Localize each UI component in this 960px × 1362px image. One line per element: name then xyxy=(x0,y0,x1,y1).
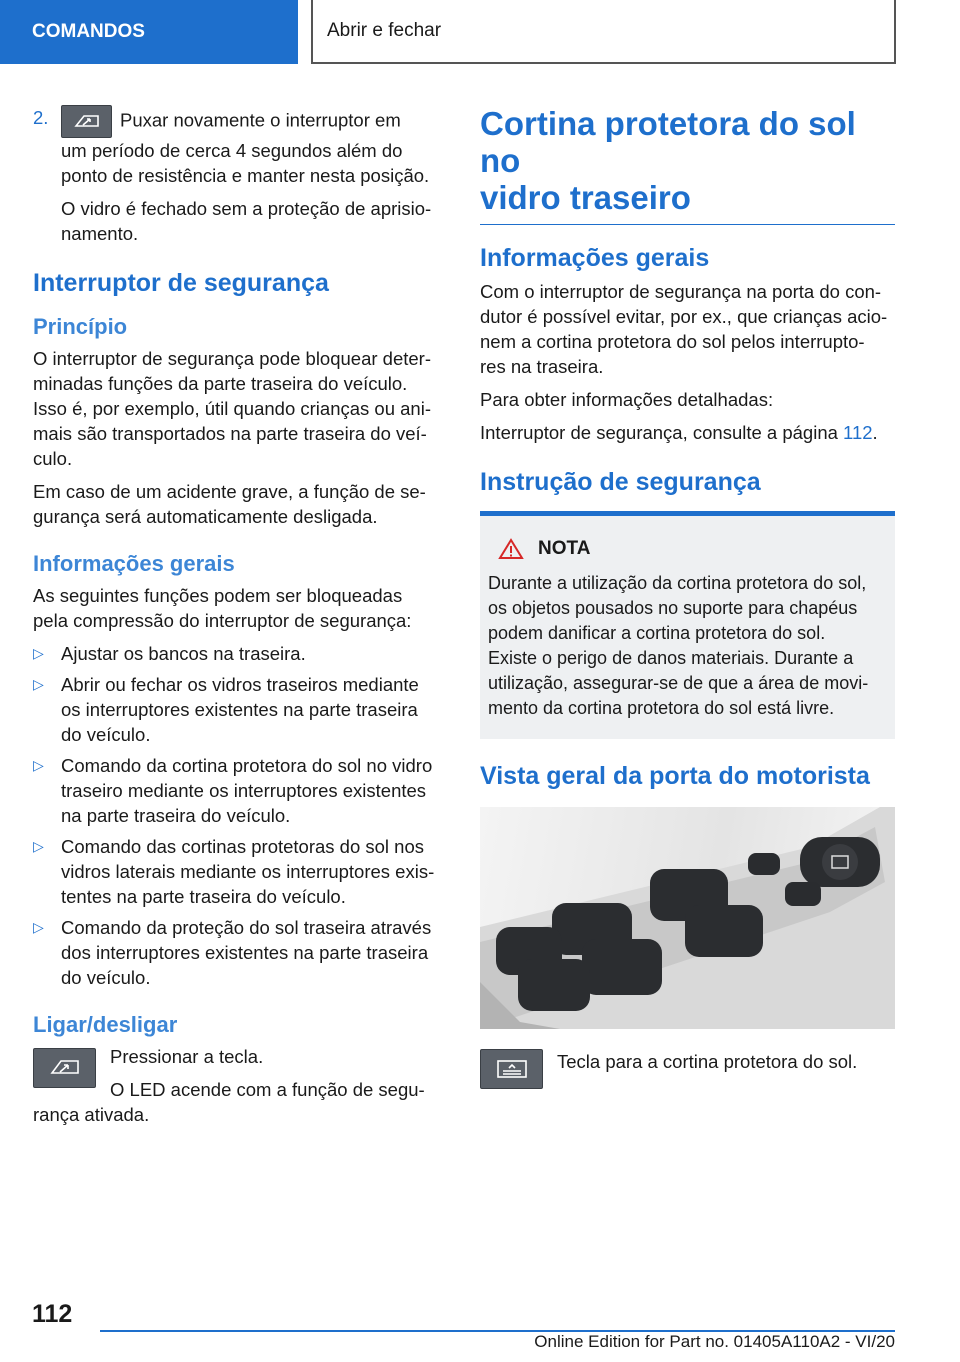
on-off-led: O LED acende com a função de segu- xyxy=(110,1079,425,1100)
general-paragraph-right xyxy=(480,279,895,379)
notice-line: os objetos pousados no suporte para chapéus xyxy=(488,598,858,618)
step-number: 2. xyxy=(33,107,49,128)
heading-safety-instruction: Instrução de segurança xyxy=(480,468,761,496)
step-2-note-line2: namento. xyxy=(61,223,139,244)
list-item xyxy=(33,641,445,666)
triangle-bullet-icon: ▷ xyxy=(33,757,44,773)
principle-line: mais são transportados na parte traseira do veí- xyxy=(33,423,427,444)
accident-line: gurança será automaticamente desligada. xyxy=(33,506,378,527)
step-2-note xyxy=(61,196,445,246)
page-reference-link[interactable]: 112 xyxy=(843,422,873,443)
triangle-bullet-icon: ▷ xyxy=(33,919,44,935)
notice-box xyxy=(480,511,895,739)
principle-line: O interruptor de segurança pode bloquear deter- xyxy=(33,348,432,369)
door-panel-illustration xyxy=(480,807,895,1029)
on-off-row xyxy=(33,1044,445,1102)
list-item-line: Ajustar os bancos na traseira. xyxy=(61,643,306,664)
reference-text: Interruptor de segurança, consulte a página xyxy=(480,422,838,443)
window-switch-icon xyxy=(61,105,112,138)
details-label: Para obter informações detalhadas: xyxy=(480,389,774,410)
triangle-bullet-icon: ▷ xyxy=(33,838,44,854)
list-item xyxy=(33,672,445,747)
general-line: dutor é possível evitar, por ex., que crianças acio- xyxy=(480,306,888,327)
step-2-note-line1: O vidro é fechado sem a proteção de aprisio- xyxy=(61,198,432,219)
list-item xyxy=(33,753,445,828)
general-line: pela compressão do interruptor de segurança: xyxy=(33,610,412,631)
notice-label: NOTA xyxy=(538,538,591,559)
notice-line: podem danificar a cortina protetora do sol. xyxy=(488,623,826,643)
page-reference xyxy=(480,420,895,445)
notice-text xyxy=(488,571,887,721)
section-label: COMANDOS xyxy=(32,21,145,42)
list-item-line: tentes na parte traseira do veículo. xyxy=(61,886,346,907)
left-column xyxy=(33,105,445,1135)
triangle-bullet-icon: ▷ xyxy=(33,645,44,661)
list-item-line: Comando da proteção do sol traseira através xyxy=(61,917,432,938)
notice-header xyxy=(498,536,887,561)
notice-line: mento da cortina protetora do sol está livre. xyxy=(488,698,835,718)
on-off-led-cont: rança ativada. xyxy=(33,1104,150,1125)
heading-driver-door-overview: Vista geral da porta do motorista xyxy=(480,762,870,790)
principle-paragraph xyxy=(33,346,445,471)
heading-general-info-right: Informações gerais xyxy=(480,244,710,272)
general-line: res na traseira. xyxy=(480,356,604,377)
heading-safety-switch: Interruptor de segurança xyxy=(33,269,329,297)
heading-line: vidro traseiro xyxy=(480,179,691,216)
principle-line: minadas funções da parte traseira do veículo. xyxy=(33,373,408,394)
notice-line: Durante a utilização da cortina protetora do sol, xyxy=(488,573,867,593)
list-item-line: os interruptores existentes na parte traseira xyxy=(61,699,418,720)
chapter-title xyxy=(311,0,896,64)
right-column xyxy=(480,105,895,1089)
list-item-line: dos interruptores existentes na parte traseira xyxy=(61,942,429,963)
window-switch-icon xyxy=(33,1048,96,1088)
step-2-line2: um período de cerca 4 segundos além do xyxy=(61,140,403,161)
notice-line: utilização, assegurar-se de que a área de movi- xyxy=(488,673,869,693)
general-line: As seguintes funções podem ser bloqueadas xyxy=(33,585,403,606)
footer-edition: Online Edition for Part no. 01405A110A2 - VI/20 xyxy=(534,1332,895,1351)
list-item xyxy=(33,915,445,990)
list-item-line: traseiro mediante os interruptores existentes xyxy=(61,780,427,801)
accident-paragraph xyxy=(33,479,445,529)
on-off-text xyxy=(110,1044,425,1102)
step-2-line3: ponto de resistência e manter nesta posição. xyxy=(61,165,430,186)
general-line: Com o interruptor de segurança na porta do con- xyxy=(480,281,882,302)
on-off-press: Pressionar a tecla. xyxy=(110,1046,264,1067)
sunshade-icon xyxy=(480,1049,543,1089)
sunshade-key-row xyxy=(480,1049,895,1089)
triangle-bullet-icon: ▷ xyxy=(33,676,44,692)
heading-line: Cortina protetora do sol no xyxy=(480,105,856,179)
warning-icon xyxy=(498,538,524,560)
list-item xyxy=(33,834,445,909)
heading-general-info: Informações gerais xyxy=(33,551,235,576)
reference-period: . xyxy=(872,422,878,443)
heading-on-off: Ligar/desligar xyxy=(33,1012,178,1037)
section-tab xyxy=(0,0,298,64)
step-2-line1: Puxar novamente o interruptor em xyxy=(120,109,401,131)
heading-principle: Princípio xyxy=(33,314,128,339)
list-item-line: Comando das cortinas protetoras do sol nos xyxy=(61,836,425,857)
heading-rear-sunshade xyxy=(480,105,895,225)
sunshade-key-caption: Tecla para a cortina protetora do sol. xyxy=(557,1051,858,1072)
blocked-functions-list xyxy=(33,641,445,990)
principle-line: culo. xyxy=(33,448,73,469)
principle-line: Isso é, por exemplo, útil quando crianças ou ani- xyxy=(33,398,431,419)
general-paragraph xyxy=(33,583,445,633)
list-item-line: Comando da cortina protetora do sol no vidro xyxy=(61,755,433,776)
accident-line: Em caso de um acidente grave, a função de se- xyxy=(33,481,426,502)
notice-line: Existe o perigo de danos materiais. Durante a xyxy=(488,648,854,668)
chapter-title-text: Abrir e fechar xyxy=(327,20,442,41)
step-2 xyxy=(33,105,445,246)
general-line: nem a cortina protetora do sol pelos interrupto- xyxy=(480,331,865,352)
list-item-line: na parte traseira do veículo. xyxy=(61,805,291,826)
list-item-line: do veículo. xyxy=(61,967,151,988)
list-item-line: do veículo. xyxy=(61,724,151,745)
page-number: 112 xyxy=(32,1300,73,1328)
driver-door-switches-image xyxy=(480,807,895,1029)
list-item-line: Abrir ou fechar os vidros traseiros mediante xyxy=(61,674,419,695)
list-item-line: vidros laterais mediante os interruptores exis- xyxy=(61,861,435,882)
